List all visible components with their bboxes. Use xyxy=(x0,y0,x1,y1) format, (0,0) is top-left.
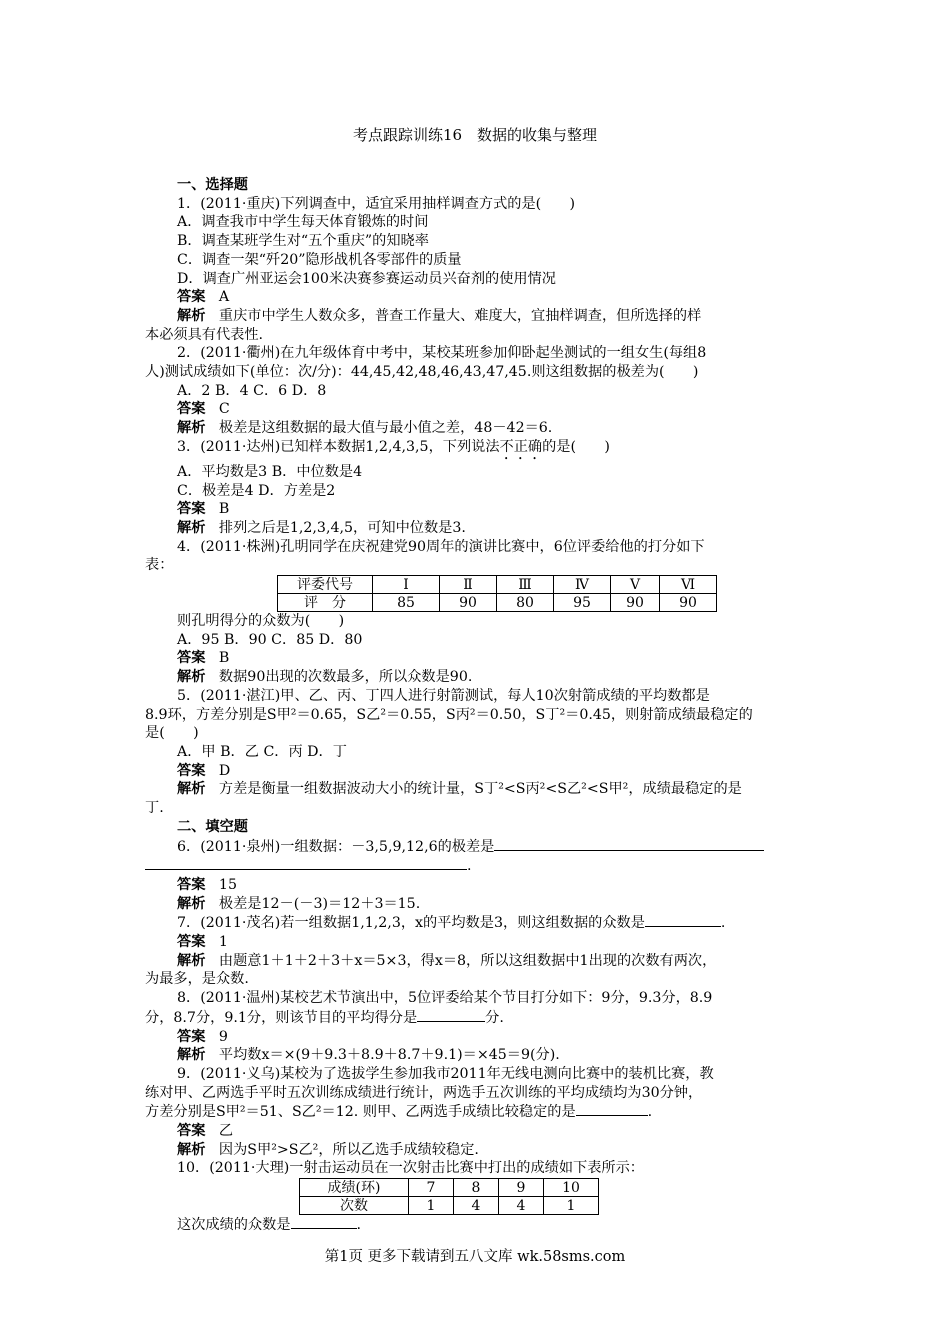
table-cell: 1 xyxy=(409,1197,454,1215)
question-9-stem: 9．(2011·义乌)某校为了选拔学生参加我市2011年无线电测向比赛中的装机比赛，教 xyxy=(177,1065,714,1082)
answer-value: 15 xyxy=(218,876,237,893)
table-cell: 95 xyxy=(554,594,611,612)
table-cell: 80 xyxy=(497,594,554,612)
table-cell: Ⅱ xyxy=(440,576,497,594)
answer-value: B xyxy=(218,501,230,518)
answer-blank xyxy=(417,1008,485,1022)
question-2-stem-cont: 人)测试成绩如下(单位：次/分)：44,45,42,48,46,43,47,45.则这组数据的极差为( ) xyxy=(145,364,699,381)
answer-label: 答案 xyxy=(177,650,206,667)
table-cell: 7 xyxy=(409,1179,454,1197)
answer-value: B xyxy=(218,650,230,667)
answer-value: D xyxy=(218,762,231,779)
answer-label: 答案 xyxy=(177,934,206,951)
table-cell: 4 xyxy=(499,1197,544,1215)
question-9-analysis xyxy=(145,1141,805,1160)
stem-text: 7．(2011·茂名)若一组数据1,1,2,3，x的平均数是3，则这组数据的众数是 xyxy=(177,915,645,932)
answer-blank xyxy=(145,856,467,870)
question-6-stem xyxy=(145,837,805,857)
answer-value: 9 xyxy=(218,1028,228,1045)
answer-label: 答案 xyxy=(177,1123,206,1140)
page-title: 考点跟踪训练16 数据的收集与整理 xyxy=(352,126,598,144)
question-5-stem: 5．(2011·湛江)甲、乙、丙、丁四人进行射箭测试，每人10次射箭成绩的平均数都是 xyxy=(177,687,710,704)
question-1-option-c: C．调查一架“歼20”隐形战机各零部件的质量 xyxy=(177,251,462,268)
table-cell: 成绩(环) xyxy=(300,1179,409,1197)
table-cell: 4 xyxy=(454,1197,499,1215)
question-1-answer xyxy=(145,288,805,307)
table-row xyxy=(278,576,717,594)
question-4-answer xyxy=(145,649,805,668)
analysis-text: 因为S甲²>S乙²，所以乙选手成绩较稳定. xyxy=(218,1141,479,1158)
question-1-option-a: A．调查我市中学生每天体育锻炼的时间 xyxy=(177,214,429,231)
question-7-stem: 7．(2011·茂名)若一组数据1,1,2,3，x的平均数是3，则这组数据的众数是 . xyxy=(177,915,726,932)
analysis-label: 解析 xyxy=(177,781,206,798)
table-cell: 8 xyxy=(454,1179,499,1197)
table-cell: 85 xyxy=(373,594,440,612)
analysis-text: 方差是衡量一组数据波动大小的统计量，S丁²<S丙²<S乙²<S甲²，成绩最稳定的是 xyxy=(218,781,742,798)
question-1-analysis xyxy=(145,307,805,326)
stem-text: 分，8.7分，9.1分，则该节目的平均得分是 xyxy=(145,1009,418,1026)
table-cell: 9 xyxy=(499,1179,544,1197)
analysis-text: 极差是12－(－3)＝12＋3＝15. xyxy=(218,895,421,912)
table-cell: 评委代号 xyxy=(278,576,373,594)
table-cell: 90 xyxy=(611,594,660,612)
question-4-question: 则孔明得分的众数为( ) xyxy=(177,613,345,630)
table-cell: Ⅰ xyxy=(373,576,440,594)
question-4-analysis xyxy=(145,668,805,687)
answer-blank xyxy=(645,913,721,927)
question-1-option-d: D．调查广州亚运会100米决赛参赛运动员兴奋剂的使用情况 xyxy=(177,270,556,287)
stem-text-end: 的是( ) xyxy=(542,438,610,455)
emphasized-text: 不正确 xyxy=(499,438,543,455)
question-3-options-1: A．平均数是3 B．中位数是4 xyxy=(177,463,363,480)
question-5-answer xyxy=(145,762,805,781)
question-2-answer xyxy=(145,400,805,419)
question-5-options: A．甲 B．乙 C．丙 D．丁 xyxy=(177,743,347,760)
answer-label: 答案 xyxy=(177,401,206,418)
analysis-label: 解析 xyxy=(177,1047,206,1064)
stem-text-end: 分. xyxy=(485,1009,504,1026)
question-10-question: 这次成绩的众数是 . xyxy=(177,1217,362,1234)
question-7-analysis-cont: 为最多，是众数. xyxy=(145,971,249,988)
table-cell: 1 xyxy=(544,1197,599,1215)
question-9-stem-cont: 练对甲、乙两选手平时五次训练成绩进行统计，两选手五次训练的平均成绩均为30分钟， xyxy=(145,1084,703,1101)
question-6-analysis xyxy=(145,895,805,914)
question-5-analysis-cont: 丁. xyxy=(145,800,164,817)
question-2-analysis xyxy=(145,419,805,438)
analysis-label: 解析 xyxy=(177,952,206,969)
question-4-stem-cont: 表： xyxy=(145,557,174,574)
table-cell: 评 分 xyxy=(278,594,373,612)
table-cell: 10 xyxy=(544,1179,599,1197)
question-8-analysis xyxy=(145,1046,805,1065)
analysis-label: 解析 xyxy=(177,519,206,536)
answer-label: 答案 xyxy=(177,762,206,779)
answer-blank xyxy=(291,1215,357,1229)
table-cell: Ⅲ xyxy=(497,576,554,594)
answer-label: 答案 xyxy=(177,1028,206,1045)
table-cell: Ⅴ xyxy=(611,576,660,594)
shooting-score-table xyxy=(299,1178,599,1215)
section-heading-fill: 二、填空题 xyxy=(177,818,248,835)
question-1-stem: 1．(2011·重庆)下列调查中，适宜采用抽样调查方式的是( ) xyxy=(177,195,576,212)
table-row xyxy=(278,594,717,612)
question-6-answer xyxy=(145,876,805,895)
answer-label: 答案 xyxy=(177,289,206,306)
table-row xyxy=(300,1179,599,1197)
question-9-stem-end: 方差分别是S甲²＝51、S乙²＝12. 则甲、乙两选手成绩比较稳定的是 . xyxy=(145,1104,653,1121)
stem-text: 这次成绩的众数是 xyxy=(177,1217,291,1234)
analysis-text: 数据90出现的次数最多，所以众数是90. xyxy=(218,669,473,686)
question-5-stem-cont: 8.9环，方差分别是S甲²＝0.65，S乙²＝0.55，S丙²＝0.50，S丁²＝0.45，则射箭成绩最稳定的 xyxy=(145,706,753,723)
analysis-label: 解析 xyxy=(177,669,206,686)
analysis-text: 平均数x＝×(9＋9.3＋8.9＋8.7＋9.1)＝×45＝9(分). xyxy=(218,1047,560,1064)
page-footer: 第1页 更多下载请到五八文库 wk.58sms.com xyxy=(324,1249,626,1265)
question-10-stem: 10．(2011·大理)一射击运动员在一次射击比赛中打出的成绩如下表所示： xyxy=(177,1160,644,1177)
answer-value: C xyxy=(218,401,230,418)
answer-value: A xyxy=(218,289,230,306)
judges-score-table xyxy=(277,575,717,612)
analysis-label: 解析 xyxy=(177,1141,206,1158)
question-4-stem: 4．(2011·株洲)孔明同学在庆祝建党90周年的演讲比赛中，6位评委给他的打分如下 xyxy=(177,538,705,555)
question-3-analysis xyxy=(145,519,805,538)
answer-blank xyxy=(494,837,764,851)
question-9-answer xyxy=(145,1122,805,1141)
question-1-option-b: B．调查某班学生对“五个重庆”的知晓率 xyxy=(177,233,429,250)
table-cell: 90 xyxy=(440,594,497,612)
analysis-label: 解析 xyxy=(177,895,206,912)
analysis-text: 极差是这组数据的最大值与最小值之差，48－42＝6. xyxy=(218,420,553,437)
analysis-text: 排列之后是1,2,3,4,5，可知中位数是3. xyxy=(218,519,466,536)
analysis-label: 解析 xyxy=(177,307,206,324)
stem-text: 3．(2011·达州)已知样本数据1,2,4,3,5，下列说法 xyxy=(177,438,500,455)
answer-value: 乙 xyxy=(218,1123,234,1140)
document-body xyxy=(145,176,805,1235)
question-3-answer xyxy=(145,500,805,519)
question-8-stem-cont xyxy=(145,1008,805,1028)
question-2-options: A．2 B．4 C．6 D．8 xyxy=(177,382,327,399)
table-cell: 90 xyxy=(660,594,717,612)
question-7-analysis xyxy=(145,952,805,971)
question-1-analysis-cont: 本必须具有代表性. xyxy=(145,326,264,343)
answer-value: 1 xyxy=(218,934,228,951)
analysis-text: 重庆市中学生人数众多，普查工作量大、难度大，宜抽样调查，但所选择的样 xyxy=(218,307,702,324)
section-heading-choice: 一、选择题 xyxy=(177,177,248,193)
stem-text: 方差分别是S甲²＝51、S乙²＝12. 则甲、乙两选手成绩比较稳定的是 xyxy=(145,1104,576,1121)
question-2-stem: 2．(2011·衢州)在九年级体育中考中，某校某班参加仰卧起坐测试的一组女生(每组8 xyxy=(177,345,707,362)
stem-text: 6．(2011·泉州)一组数据：－3,5,9,12,6的极差是 xyxy=(177,838,495,855)
question-8-stem: 8．(2011·温州)某校艺术节演出中，5位评委给某个节目打分如下：9分，9.3分，8.9 xyxy=(177,990,713,1007)
table-cell: Ⅵ xyxy=(660,576,717,594)
answer-blank xyxy=(576,1102,648,1116)
question-4-options: A．95 B．90 C．85 D．80 xyxy=(177,631,363,648)
question-8-answer xyxy=(145,1028,805,1047)
question-3-stem xyxy=(145,438,805,463)
answer-label: 答案 xyxy=(177,876,206,893)
table-row xyxy=(300,1197,599,1215)
analysis-text: 由题意1＋1＋2＋3＋x＝5×3，得x＝8，所以这组数据中1出现的次数有两次， xyxy=(218,952,717,969)
question-5-stem-end: 是( ) xyxy=(145,725,199,742)
table-cell: Ⅳ xyxy=(554,576,611,594)
table-cell: 次数 xyxy=(300,1197,409,1215)
question-7-answer xyxy=(145,933,805,952)
question-6-blank-cont: . xyxy=(145,856,805,876)
analysis-label: 解析 xyxy=(177,420,206,437)
question-3-options-2: C．极差是4 D．方差是2 xyxy=(177,482,336,499)
question-5-analysis xyxy=(145,780,805,799)
answer-label: 答案 xyxy=(177,501,206,518)
